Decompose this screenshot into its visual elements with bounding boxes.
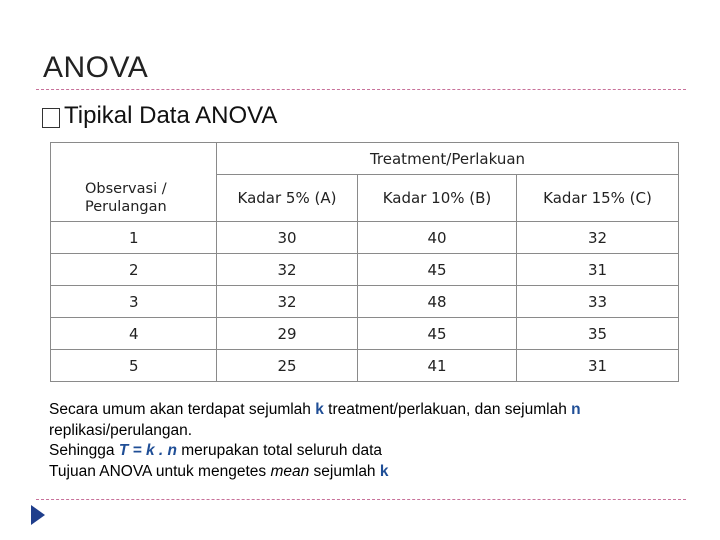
table-cell: 45 [358,318,517,350]
table-cell: 29 [217,318,358,350]
table-row [51,286,679,318]
table-cell: 48 [358,286,517,318]
table-cell: 25 [217,350,358,382]
treatment-group-header: Treatment/Perlakuan [217,143,679,175]
table-corner-cell [51,143,217,175]
table-group-header-row [51,143,679,175]
anova-data-table [50,142,679,382]
bullet-item [42,100,277,132]
table-cell: 32 [517,222,679,254]
observation-number: 5 [51,350,217,382]
column-header-a: Kadar 5% (A) [217,175,358,222]
table-cell: 32 [217,286,358,318]
variable-k: k [315,401,324,418]
total-formula: T = k . n [118,442,177,459]
column-header-c: Kadar 15% (C) [517,175,679,222]
explanation-notes [49,400,689,482]
notes-line-1: Secara umum akan terdapat sejumlah k treatment/perlakuan, dan sejumlah n [49,401,581,418]
play-arrow-icon[interactable] [31,505,45,525]
table-cell: 30 [217,222,358,254]
table-cell: 31 [517,254,679,286]
table-cell: 35 [517,318,679,350]
table-cell: 40 [358,222,517,254]
mean-term: mean [270,462,310,480]
observation-number: 1 [51,222,217,254]
table-cell: 32 [217,254,358,286]
observation-number: 2 [51,254,217,286]
notes-line-2: replikasi/perulangan. [49,421,193,439]
column-header-b: Kadar 10% (B) [358,175,517,222]
bullet-text: Tipikal Data ANOVA [64,102,278,129]
table-cell: 45 [358,254,517,286]
table-row [51,254,679,286]
table-header-row [51,175,679,222]
notes-line-4: Tujuan ANOVA untuk mengetes mean sejumlah k [49,462,389,480]
variable-k: k [379,462,389,480]
variable-n: n [571,401,581,418]
table-row [51,350,679,382]
square-bullet-icon [42,108,60,128]
table-row [51,222,679,254]
observation-header: Observasi / Perulangan [51,175,217,222]
observation-number: 4 [51,318,217,350]
slide-title: ANOVA [43,51,149,84]
table-row [51,318,679,350]
observation-number: 3 [51,286,217,318]
top-divider [36,89,686,90]
table-cell: 31 [517,350,679,382]
table-cell: 33 [517,286,679,318]
bottom-divider [36,499,686,500]
notes-line-3: Sehingga T = k . n merupakan total seluruh data [49,442,383,459]
table-cell: 41 [358,350,517,382]
